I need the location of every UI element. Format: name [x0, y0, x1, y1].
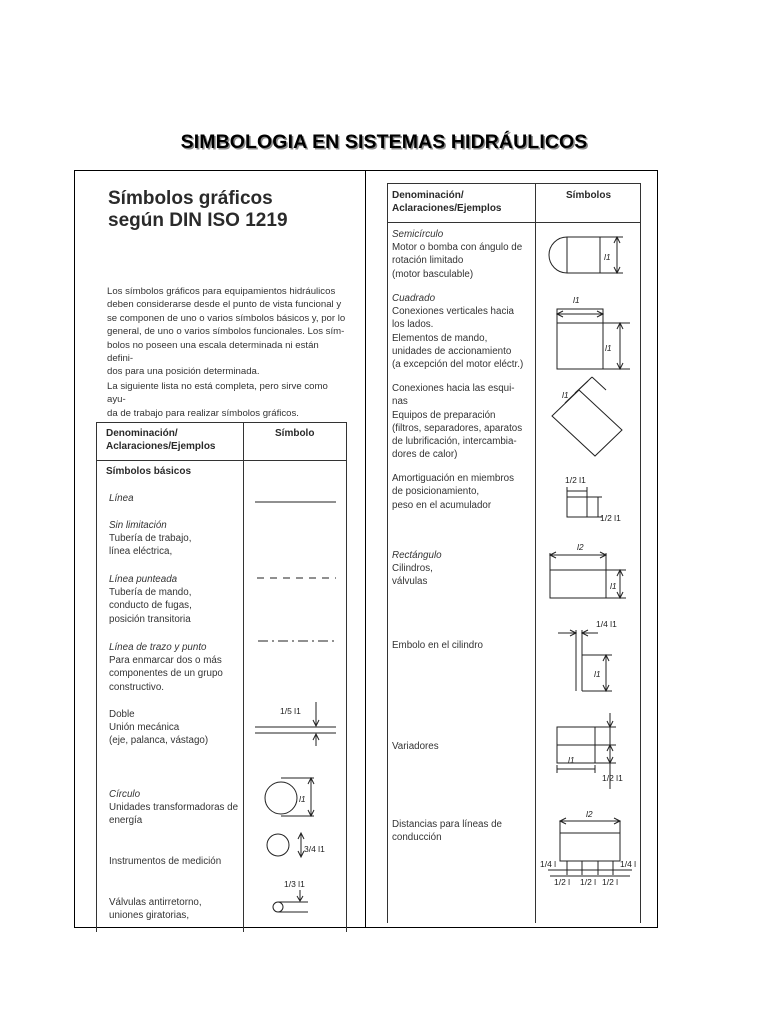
row-trazo-punto-desc: Para enmarcar dos o más componentes de un grupo constructivo.	[109, 655, 223, 693]
svg-text:l1: l1	[562, 390, 569, 400]
svg-text:l1: l1	[573, 295, 580, 305]
document-title: SIMBOLOGIA EN SISTEMAS HIDRÁULICOS	[180, 131, 588, 153]
svg-text:1/2 l1: 1/2 l1	[565, 475, 586, 485]
row-linea-punteada-name: Línea punteada	[109, 574, 178, 585]
svg-text:1/4 l1: 1/4 l1	[596, 619, 617, 629]
row-distancias-desc: Distancias para líneas de conducción	[392, 819, 503, 844]
square-symbol	[557, 295, 630, 369]
row-valvulas-desc: Válvulas antirretorno, uniones giratorias,	[109, 897, 202, 922]
svg-text:1/2 l1: 1/2 l1	[600, 513, 621, 523]
left-symbols-drawing	[250, 490, 345, 930]
double-line-symbol	[255, 702, 336, 746]
row-semicirculo-name: Semicírculo	[392, 229, 444, 240]
row-cuadrado-name: Cuadrado	[392, 293, 436, 304]
left-column-divider	[243, 422, 244, 932]
left-section-basic: Símbolos básicos	[106, 466, 192, 477]
page-divider	[365, 170, 366, 928]
svg-text:1/4 l: 1/4 l	[620, 859, 637, 869]
small-square-symbol	[565, 475, 621, 523]
row-doble-desc: Unión mecánica (eje, palanca, vástago)	[109, 722, 209, 747]
svg-text:l1: l1	[610, 581, 617, 591]
svg-text:1/2 l: 1/2 l	[580, 877, 597, 887]
rectangle-symbol	[550, 542, 626, 598]
right-column-divider	[535, 183, 536, 923]
row-rectangulo-desc: Cilindros, válvulas	[392, 563, 433, 588]
semicircle-symbol	[549, 237, 623, 273]
row-amortiguacion-desc: Amortiguación en miembros de posicionamiento, peso en el acumulador	[392, 473, 514, 511]
left-col-simbolo: Símbolo	[275, 428, 315, 439]
svg-text:3/4 l1: 3/4 l1	[304, 844, 325, 854]
svg-text:1/2 l1: 1/2 l1	[602, 773, 623, 783]
svg-text:l2: l2	[577, 542, 584, 552]
svg-text:1/5 l1: 1/5 l1	[280, 706, 301, 716]
svg-text:l1: l1	[299, 794, 306, 804]
right-symbols-drawing	[540, 225, 640, 925]
row-semicirculo-desc: Motor o bomba con ángulo de rotación limitado (motor basculable)	[392, 242, 523, 280]
row-sin-limitacion-desc: Tubería de trabajo, línea eléctrica,	[109, 533, 192, 558]
variator-symbol	[557, 713, 623, 789]
svg-text:l1: l1	[594, 669, 601, 679]
distance-symbol	[540, 809, 636, 887]
right-header-rule	[387, 222, 641, 223]
row-variadores-desc: Variadores	[392, 741, 439, 752]
row-sin-limitacion-name: Sin limitación	[109, 520, 167, 531]
intro-paragraph: Los símbolos gráficos para equipamientos hidráulicos deben considerarse desde el punto de vista funcional y se componen de uno o varios símbolos básicos y, por lo general, de uno o varios símbolos funcionales. Los sím- bolos no poseen una escala determinada ni están defini- dos para una posición determinada.	[107, 286, 346, 378]
left-header-rule	[96, 460, 347, 461]
piston-symbol	[558, 619, 617, 691]
left-col-denominacion: Denominación/ Aclaraciones/Ejemplos	[106, 428, 216, 452]
row-instrumentos-desc: Instrumentos de medición	[109, 856, 222, 867]
row-cuadrado-desc: Conexiones verticales hacia los lados. Elementos de mando, unidades de accionamiento (a excepción del motor eléctr.)	[392, 306, 524, 371]
note-paragraph: La siguiente lista no está completa, pero sirve como ayu- da de trabajo para realizar símbolos gráficos.	[107, 381, 328, 419]
svg-text:l2: l2	[586, 809, 593, 819]
row-circulo-desc: Unidades transformadoras de energía	[109, 802, 239, 827]
row-doble-name: Doble	[109, 709, 135, 720]
small-circle-symbol	[267, 833, 325, 857]
left-heading: Símbolos gráficos según DIN ISO 1219	[108, 188, 288, 231]
row-embolo-desc: Embolo en el cilindro	[392, 640, 483, 651]
row-circulo-name: Círculo	[109, 789, 141, 800]
valve-symbol	[273, 879, 308, 912]
row-rectangulo-name: Rectángulo	[392, 550, 442, 561]
svg-text:1/3 l1: 1/3 l1	[284, 879, 305, 889]
svg-text:1/2 l: 1/2 l	[602, 877, 619, 887]
row-linea-name: Línea	[109, 493, 134, 504]
svg-text:l1: l1	[604, 252, 611, 262]
svg-text:l1: l1	[568, 755, 575, 765]
row-esquinas-desc: Conexiones hacia las esqui- nas Equipos de preparación (filtros, separadores, aparatos de lubrificación, intercambia- dores de calor)	[392, 383, 523, 461]
right-col-simbolos: Símbolos	[566, 190, 612, 201]
row-trazo-punto-name: Línea de trazo y punto	[109, 642, 207, 653]
diamond-square-symbol	[552, 377, 622, 456]
right-col-denominacion: Denominación/ Aclaraciones/Ejemplos	[392, 190, 502, 214]
row-linea-punteada-desc: Tubería de mando, conducto de fugas, posición transitoria	[109, 587, 192, 625]
circle-symbol	[265, 778, 314, 816]
svg-text:1/4 l: 1/4 l	[540, 859, 557, 869]
svg-text:l1: l1	[605, 343, 612, 353]
svg-text:1/2 l: 1/2 l	[554, 877, 571, 887]
